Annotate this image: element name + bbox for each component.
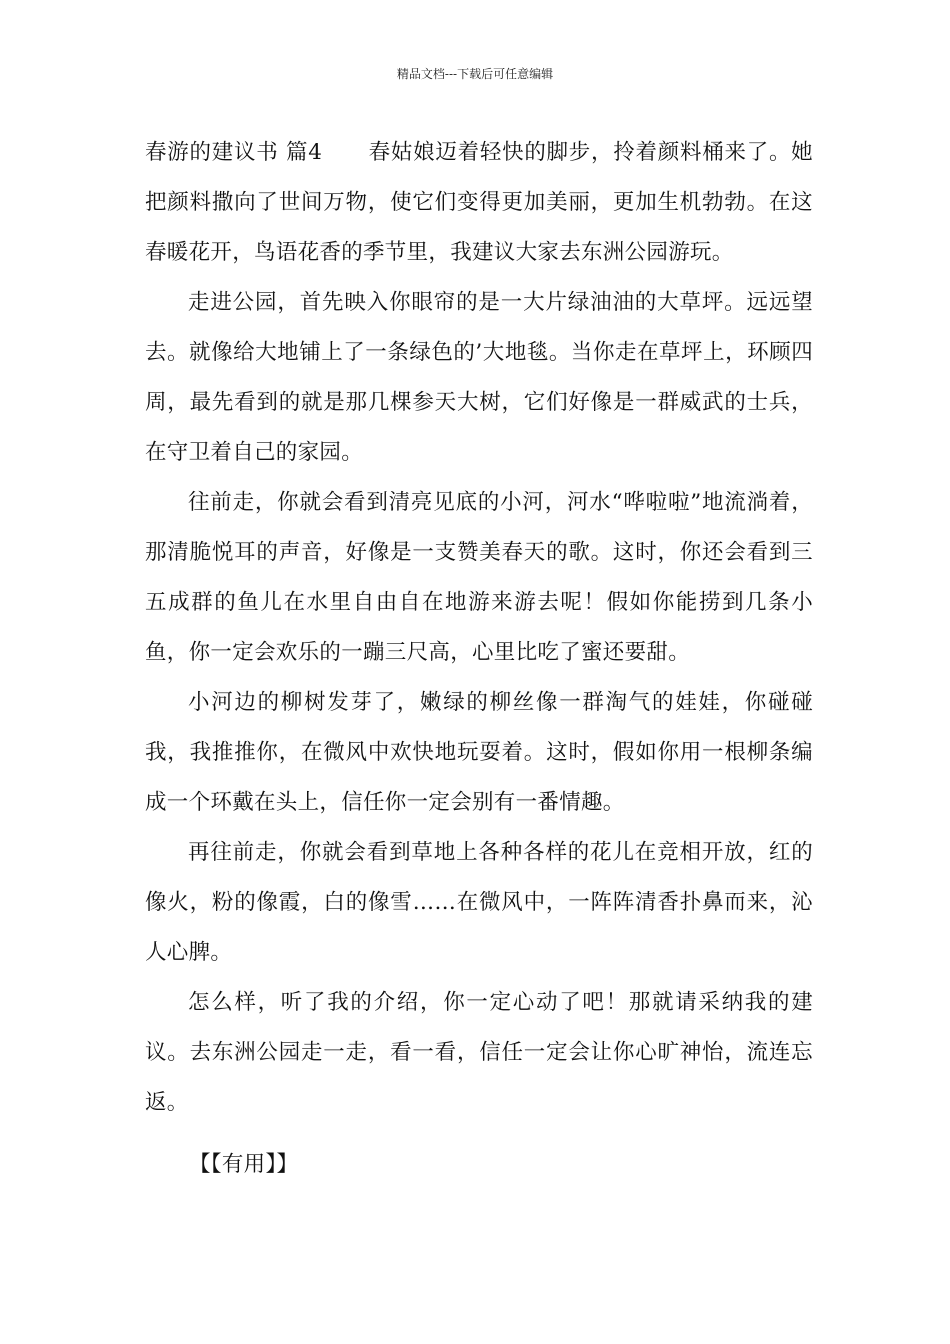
paragraph-4: 小河边的柳树发芽了，嫩绿的柳丝像一群淘气的娃娃，你碰碰我，我推推你，在微风中欢快地玩耍着。这时，假如你用一根柳条编成一个环戴在头上，信任你一定会别有一番情趣。: [145, 690, 813, 815]
paragraph-3: 往前走，你就会看到清亮见底的小河，河水“哗啦啦”地流淌着，那清脆悦耳的声音，好像是一支赞美春天的歌。这时，你还会看到三五成群的鱼儿在水里自由自在地游来游去呢！假如你能捞到几条小鱼，你一定会欢乐的一蹦三尺高，心里比吃了蜜还要甜。: [145, 490, 813, 665]
paragraph-5: 再往前走，你就会看到草地上各种各样的花儿在竞相开放，红的像火，粉的像霞，白的像雪……在微风中，一阵阵清香扑鼻而来，沁人心脾。: [145, 840, 813, 965]
paragraph-6: 怎么样，听了我的介绍，你一定心动了吧！那就请采纳我的建议。去东洲公园走一走，看一看，信任一定会让你心旷神怡，流连忘返。: [145, 990, 813, 1115]
document-title: 春游的建议书 篇4: [145, 140, 323, 165]
paragraph-1: 春姑娘迈着轻快的脚步，拎着颜料桶来了。她把颜料撒向了世间万物，使它们变得更加美丽，更加生机勃勃。在这春暖花开，鸟语花香的季节里，我建议大家去东洲公园游玩。: [145, 140, 813, 265]
intro-paragraph: [145, 128, 813, 278]
page-header: 精品文档---下载后可任意编辑: [396, 67, 554, 81]
useful-note: 【【有用】】: [189, 1152, 299, 1177]
document-body: [145, 128, 813, 1190]
paragraph-2: 走进公园，首先映入你眼帘的是一大片绿油油的大草坪。远远望去。就像给大地铺上了一条绿色的’大地毯。当你走在草坪上，环顾四周，最先看到的就是那几棵参天大树，它们好像是一群威武的士兵，在守卫着自己的家园。: [145, 290, 813, 465]
